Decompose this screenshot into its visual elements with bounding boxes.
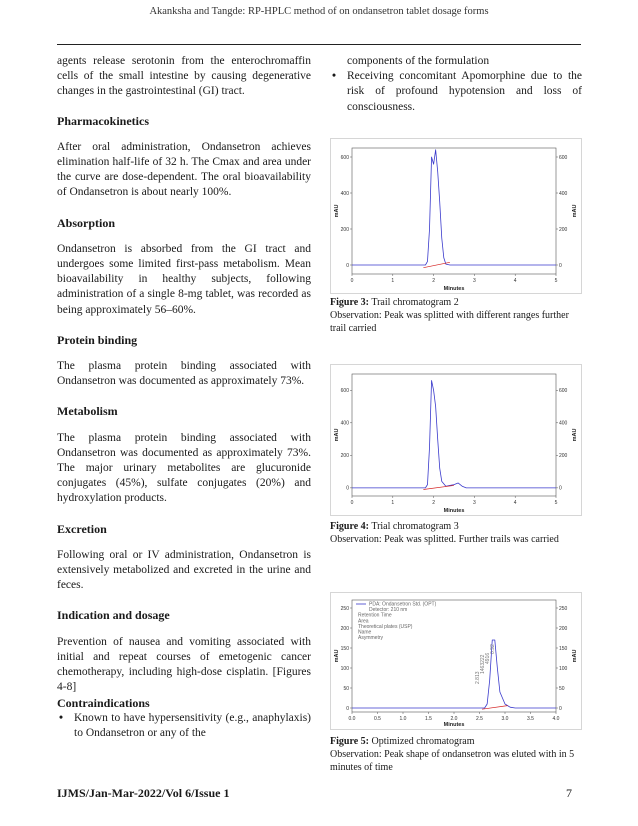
- figure-3-label: Figure 3:: [330, 297, 369, 308]
- legend-entry: Theoretical plates (USP): [358, 623, 413, 630]
- x-tick-label: 1: [391, 278, 395, 284]
- bullet-1-text: Known to have hypersensitivity (e.g., anaphylaxis) to Ondansetron or any of the: [74, 711, 311, 739]
- y2-tick-label: 600: [559, 154, 568, 161]
- x-tick-label: 0: [350, 500, 354, 506]
- y-axis-title: mAU: [334, 428, 340, 442]
- y-tick-label: 400: [340, 190, 349, 197]
- y2-tick-label: 200: [559, 453, 568, 460]
- contraindication-bullet-2: [330, 69, 582, 115]
- legend-entry: Retention Time: [358, 612, 392, 619]
- y2-tick-label: 400: [559, 420, 568, 427]
- figure-4-title: Trial chromatogram 3: [371, 521, 459, 532]
- y2-tick-label: 600: [559, 388, 568, 395]
- left-column: [57, 54, 311, 741]
- figure-3-chart: [330, 138, 582, 294]
- figure-3-title: Trail chromatogram 2: [371, 297, 459, 308]
- y-tick-label: 600: [340, 388, 349, 395]
- y2-tick-label: 50: [559, 685, 565, 692]
- y-tick-label: 200: [340, 226, 349, 233]
- intro-paragraph: agents release serotonin from the enterochromaffin cells of the small intestine by causing degenerative changes in the gastrointestinal (GI) tract.: [57, 55, 311, 98]
- y2-tick-label: 0: [559, 705, 562, 712]
- y-tick-label: 200: [340, 625, 349, 632]
- metabolism-heading: Metabolism: [57, 404, 118, 419]
- peak-label: 0.92: [489, 644, 496, 654]
- x-tick-label: 0.5: [374, 716, 381, 722]
- peak-label: 4916: [484, 652, 491, 664]
- x-tick-label: 1.0: [399, 716, 407, 722]
- x-tick-label: 1.5: [425, 716, 432, 722]
- x-tick-label: 5: [554, 278, 558, 284]
- y2-tick-label: 200: [559, 226, 568, 233]
- chart-frame: [331, 365, 582, 516]
- y2-tick-label: 100: [559, 665, 568, 672]
- y2-tick-label: 0: [559, 485, 562, 492]
- x-axis-title: Minutes: [443, 722, 465, 728]
- metabolism-text: The plasma protein binding associated with Ondansetron was documented as approximately 73%. The major urinary metabolites are glucuronide conjugates (45%), sulfate conjugates (20%) and hydroxylation products.: [57, 431, 311, 505]
- figure-4-observation: Observation: Peak was splitted. Further trails was carried: [330, 534, 559, 545]
- y-tick-label: 200: [340, 453, 349, 460]
- x-tick-label: 0: [350, 278, 354, 284]
- x-tick-label: 3.0: [501, 716, 509, 722]
- x-tick-label: 3: [473, 278, 476, 284]
- figure-5-title: Optimized chromatogram: [371, 736, 475, 747]
- bullet-2-text: Receiving concomitant Apomorphine due to the risk of profound hypotension and loss of consciousness.: [347, 70, 582, 113]
- header-rule: [57, 44, 581, 45]
- x-tick-label: 1: [391, 500, 395, 506]
- figure-5-label: Figure 5:: [330, 736, 369, 747]
- figure-5-chart: [330, 592, 582, 730]
- pharmacokinetics-text: After oral administration, Ondansetron achieves elimination half-life of 32 h. The Cmax and area under the curve are dose-dependent. The oral bioavailability of Ondansetron is about nearly 100%.: [57, 140, 311, 199]
- x-tick-label: 0.0: [348, 716, 356, 722]
- y2-tick-label: 150: [559, 645, 568, 652]
- x-tick-label: 4: [513, 500, 517, 506]
- legend-entry: Name: [358, 629, 372, 636]
- journal-footer: IJMS/Jan-Mar-2022/Vol 6/Issue 1: [57, 786, 230, 800]
- y-tick-label: 400: [340, 420, 349, 427]
- peak-label: 2.813: [474, 671, 481, 684]
- figure-4-caption: [330, 520, 582, 546]
- y2-axis-title: mAU: [572, 204, 578, 218]
- x-axis-title: Minutes: [443, 508, 465, 514]
- y-tick-label: 0: [346, 705, 349, 712]
- legend-entry: Detector: 210 nm: [369, 607, 408, 614]
- y-tick-label: 600: [340, 154, 349, 161]
- protein-binding-heading: Protein binding: [57, 332, 138, 347]
- x-tick-label: 4.0: [552, 716, 560, 722]
- y2-tick-label: 200: [559, 625, 568, 632]
- excretion-text: Following oral or IV administration, Ondansetron is extensively metabolized and excreted in the urine and feces.: [57, 548, 311, 592]
- y-tick-label: 250: [340, 605, 349, 612]
- pharmacokinetics-heading: Pharmacokinetics: [57, 113, 149, 128]
- y-tick-label: 100: [340, 665, 349, 672]
- peak-label: 1463222: [479, 654, 486, 674]
- x-tick-label: 3: [473, 500, 476, 506]
- x-axis-title: Minutes: [443, 286, 465, 292]
- bullet-icon: •: [59, 711, 64, 724]
- y-tick-label: 150: [340, 645, 349, 652]
- contraindications-heading: Contraindications: [57, 695, 150, 710]
- contraindication-bullet-1: [57, 711, 311, 741]
- legend-entry: Asymmetry: [358, 635, 383, 642]
- legend-entry: PDA: Ondansetron Std. (OPT): [369, 601, 437, 608]
- figure-3-caption: [330, 296, 582, 335]
- x-tick-label: 2: [432, 278, 435, 284]
- figure-3-observation: Observation: Peak was splitted with different ranges further trail carried: [330, 310, 569, 334]
- chart-frame: [331, 139, 582, 294]
- figure-4-svg: [330, 364, 582, 516]
- y-axis-title: mAU: [334, 204, 340, 218]
- page-number: 7: [566, 786, 572, 800]
- absorption-text: Ondansetron is absorbed from the GI tract and undergoes some limited first-pass metabolism. Mean bioavailability in healthy subjects, following administration of a single 8-mg tablet, was recorded as being approximately 56–60%.: [57, 242, 311, 316]
- excretion-heading: Excretion: [57, 521, 107, 536]
- x-tick-label: 3.5: [527, 716, 534, 722]
- y2-axis-title: mAU: [572, 649, 578, 663]
- right-column: [330, 54, 582, 115]
- x-tick-label: 5: [554, 500, 558, 506]
- running-header: Akanksha and Tangde: RP-HPLC method of on ondansetron tablet dosage forms: [149, 6, 489, 17]
- indication-heading: Indication and dosage: [57, 608, 170, 623]
- y-tick-label: 50: [343, 685, 349, 692]
- legend-entry: Area: [358, 618, 369, 625]
- x-tick-label: 2.0: [450, 716, 458, 722]
- figure-5-caption: [330, 735, 582, 774]
- y2-axis-title: mAU: [572, 428, 578, 442]
- y-tick-label: 0: [346, 262, 349, 269]
- y2-tick-label: 0: [559, 262, 562, 269]
- figure-4-label: Figure 4:: [330, 521, 369, 532]
- x-tick-label: 2: [432, 500, 435, 506]
- protein-binding-text: The plasma protein binding associated with Ondansetron was documented as approximately 73%.: [57, 360, 311, 388]
- x-tick-label: 4: [513, 278, 517, 284]
- x-tick-label: 2.5: [476, 716, 483, 722]
- figure-5-svg: [330, 592, 582, 730]
- bullet-icon: •: [332, 70, 337, 83]
- bullet-1-continuation: components of the formulation: [347, 55, 490, 67]
- absorption-heading: Absorption: [57, 215, 116, 230]
- figure-4-chart: [330, 364, 582, 516]
- y-tick-label: 0: [346, 485, 349, 492]
- y-axis-title: mAU: [334, 649, 340, 663]
- figure-3-svg: [330, 138, 582, 294]
- y2-tick-label: 250: [559, 605, 568, 612]
- y2-tick-label: 400: [559, 190, 568, 197]
- indication-text: Prevention of nausea and vomiting associated with initial and repeat courses of emetogenic cancer chemotherapy, including high-dose cisplatin. [Figures 4-8]: [57, 635, 311, 694]
- figure-5-observation: Observation: Peak shape of ondansetron was eluted with in 5 minutes of time: [330, 749, 575, 773]
